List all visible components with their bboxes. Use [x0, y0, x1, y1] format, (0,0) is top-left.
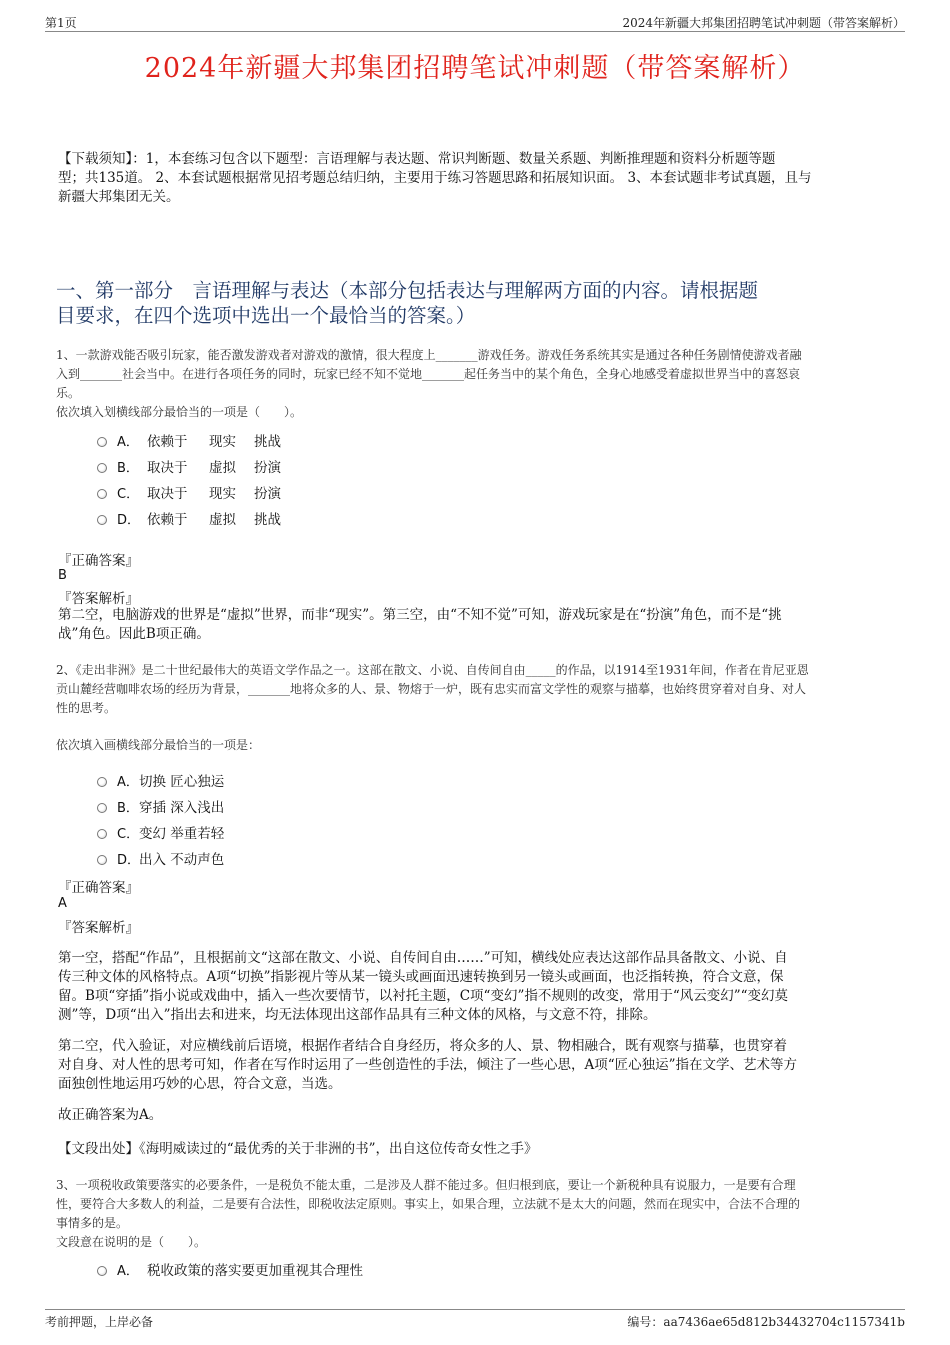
- question-prompt: 文段意在说明的是（ ）。: [56, 1235, 207, 1249]
- radio-icon[interactable]: [97, 463, 107, 473]
- notice-line: 型；共135道。 2、本套试题根据常见招考题总结归纳，主要用于练习答题思路和拓展知识面。 3、本套试题非考试真题，且与: [58, 170, 812, 186]
- option-word: 现实: [209, 434, 236, 450]
- q1-analysis: [58, 606, 908, 644]
- option-key: C．: [117, 826, 140, 842]
- question-line: 1、一款游戏能否吸引玩家，能否激发游戏者对游戏的激情，很大程度上_______游戏任务。游戏任务系统其实是通过各种任务剧情使游戏者融: [56, 348, 802, 362]
- question-line: 3、一项税收政策要落实的必要条件，一是税负不能太重，二是涉及人群不能过多。但归根到底，要让一个新税种具有说服力，一是要有合理: [56, 1178, 796, 1192]
- option-word: 虚拟: [209, 460, 236, 476]
- option-word: 依赖于: [147, 512, 188, 528]
- header-divider: [45, 31, 905, 32]
- header-doc-title: 2024年新疆大邦集团招聘笔试冲刺题（带答案解析）: [622, 16, 905, 30]
- radio-icon[interactable]: [97, 515, 107, 525]
- option-key: D．: [117, 512, 141, 528]
- q1-option-a[interactable]: [97, 430, 281, 450]
- option-key: B．: [117, 800, 139, 816]
- download-notice: [58, 150, 908, 207]
- footer-slogan: 考前押题，上岸必备: [45, 1315, 154, 1329]
- option-text: 出入 不动声色: [139, 852, 225, 868]
- page-number: 第1页: [45, 16, 77, 30]
- analysis-line: 面独创性地运用巧妙的心思，符合文意，当选。: [58, 1076, 342, 1092]
- question-2-text: [56, 661, 906, 718]
- question-1-text: [56, 346, 906, 422]
- option-word: 挑战: [254, 512, 281, 528]
- radio-icon[interactable]: [97, 777, 107, 787]
- question-line: 事情多的是。: [56, 1216, 129, 1230]
- q1-option-b[interactable]: [97, 456, 281, 476]
- q1-option-c[interactable]: [97, 482, 281, 502]
- radio-icon[interactable]: [97, 1266, 107, 1276]
- analysis-line: 测”等，D项“出入”指出去和进来，均无法体现出这部作品具有三种文体的风格，与文意不符，排除。: [58, 1007, 657, 1023]
- option-word: 虚拟: [209, 512, 236, 528]
- option-word: 取决于: [147, 460, 188, 476]
- q2-conclusion: 故正确答案为A。: [58, 1107, 163, 1123]
- option-text: 切换 匠心独运: [139, 774, 225, 790]
- page-title: 2024年新疆大邦集团招聘笔试冲刺题（带答案解析）: [144, 53, 806, 84]
- option-word: 扮演: [254, 460, 281, 476]
- analysis-line: 第一空，搭配“作品”，且根据前文“这部在散文、小说、自传间自由……”可知，横线处应表达这部作品具备散文、小说、自: [58, 950, 788, 966]
- q2-option-a[interactable]: [97, 770, 224, 790]
- analysis-line: 传三种文体的风格特点。A项“切换”指影视片等从某一镜头或画面迅速转换到另一镜头或画面，也泛指转换，符合文意，保: [58, 969, 784, 985]
- option-key: B．: [117, 460, 139, 476]
- section-heading-line: 一、第一部分 言语理解与表达（本部分包括表达与理解两方面的内容。请根据题: [56, 279, 759, 302]
- question-prompt: 依次填入划横线部分最恰当的一项是（ ）。: [56, 405, 303, 419]
- question-line: 2、《走出非洲》是二十世纪最伟大的英语文学作品之一。这部在散文、小说、自传间自由_____的作品，以1914至1931年间，作者在肯尼亚恩: [56, 663, 809, 677]
- option-word: 现实: [209, 486, 236, 502]
- q1-option-d[interactable]: [97, 508, 281, 528]
- question-line: 入到_______社会当中。在进行各项任务的同时，玩家已经不知不觉地_______起任务当中的某个角色，全身心地感受着虚拟世界当中的喜怒哀: [56, 367, 801, 381]
- q3-option-a[interactable]: [97, 1259, 363, 1279]
- option-text: 穿插 深入浅出: [139, 800, 225, 816]
- footer-divider: [45, 1309, 905, 1310]
- q2-source: 【文段出处】《海明威读过的“最优秀的关于非洲的书”，出自这位传奇女性之手》: [58, 1141, 538, 1157]
- q2-correct-label: 『正确答案』: [58, 880, 139, 896]
- analysis-line: 对自身、对人性的思考可知，作者在写作时运用了一些创造性的手法，倾注了一些心思，A项“匠心独运”指在文学、艺术等方: [58, 1057, 798, 1073]
- option-word: 挑战: [254, 434, 281, 450]
- question-3-text: [56, 1176, 906, 1252]
- option-key: A．: [117, 774, 139, 790]
- analysis-line: 第二空，代入验证，对应横线前后语境，根据作者结合自身经历，将众多的人、景、物相融合，既有观察与描摹，也贯穿着: [58, 1038, 787, 1054]
- question-line: 贡山麓经营咖啡农场的经历为背景，_______地将众多的人、景、物熔于一炉，既有忠实而富文学性的观察与描摹，也始终贯穿着对自身、对人: [56, 682, 807, 696]
- q2-option-c[interactable]: [97, 822, 224, 842]
- question-line: 性，要符合大多数人的利益，二是要有合法性，即税收法定原则。事实上，如果合理，立法就不是太大的问题，然而在现实中，合法不合理的: [56, 1197, 801, 1211]
- q2-analysis-2: [58, 1037, 908, 1094]
- notice-line: 【下载须知】：1，本套练习包含以下题型：言语理解与表达题、常识判断题、数量关系题、判断推理题和资料分析题等题: [58, 151, 776, 167]
- radio-icon[interactable]: [97, 803, 107, 813]
- question-line: 乐。: [56, 386, 81, 400]
- radio-icon[interactable]: [97, 489, 107, 499]
- option-text: 税收政策的落实要更加重视其合理性: [147, 1263, 363, 1279]
- q2-answer: A: [58, 896, 67, 911]
- option-text: 变幻 举重若轻: [139, 826, 225, 842]
- q1-answer: B: [58, 568, 67, 583]
- option-word: 依赖于: [147, 434, 188, 450]
- option-key: A．: [117, 434, 139, 450]
- radio-icon[interactable]: [97, 829, 107, 839]
- q2-option-b[interactable]: [97, 796, 224, 816]
- analysis-line: 战”角色。因此B项正确。: [58, 626, 210, 642]
- option-word: 取决于: [147, 486, 188, 502]
- analysis-line: 留。B项“穿插”指小说或戏曲中，插入一些次要情节，以衬托主题，C项“变幻”指不规则的改变，常用于“风云变幻”“变幻莫: [58, 988, 789, 1004]
- section-heading: [56, 278, 916, 328]
- radio-icon[interactable]: [97, 437, 107, 447]
- option-key: C．: [117, 486, 140, 502]
- option-key: A．: [117, 1263, 139, 1279]
- section-heading-line: 目要求，在四个选项中选出一个最恰当的答案。）: [56, 304, 476, 327]
- question-line: 性的思考。: [56, 701, 117, 715]
- notice-line: 新疆大邦集团无关。: [58, 189, 180, 205]
- question-2-prompt: 依次填入画横线部分最恰当的一项是：: [56, 738, 261, 752]
- analysis-line: 第二空，电脑游戏的世界是“虚拟”世界，而非“现实”。第三空，由“不知不觉”可知，游戏玩家是在“扮演”角色，而不是“挑: [58, 607, 782, 623]
- option-key: D．: [117, 852, 141, 868]
- q1-analysis-label: 『答案解析』: [58, 591, 139, 607]
- radio-icon[interactable]: [97, 855, 107, 865]
- footer-doc-id: 编号：aa7436ae65d812b34432704c1157341b: [627, 1315, 905, 1329]
- q2-analysis-1: [58, 949, 908, 1025]
- q1-correct-label: 『正确答案』: [58, 553, 139, 569]
- q2-option-d[interactable]: [97, 848, 224, 868]
- option-word: 扮演: [254, 486, 281, 502]
- q2-analysis-label: 『答案解析』: [58, 920, 139, 936]
